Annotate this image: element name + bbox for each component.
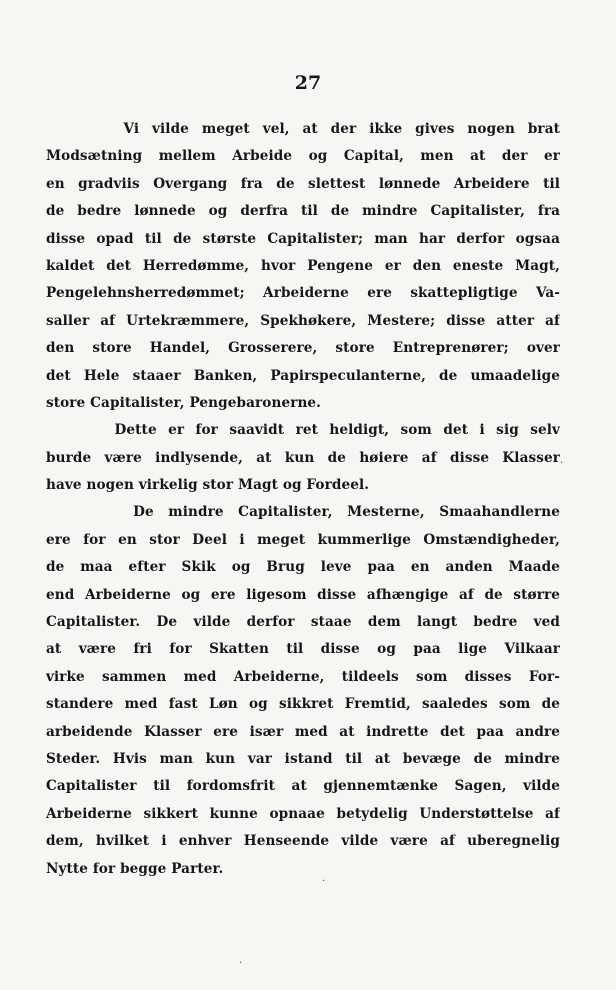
text-line: virke sammen med Arbeiderne, tildeels som disses For- xyxy=(46,668,560,685)
text-line: Capitalister. De vilde derfor staae dem langt bedre ved xyxy=(46,614,560,631)
speck-mark: · xyxy=(322,876,326,887)
text-line: disse opad til de største Capitalister; man har derfor ogsaa xyxy=(46,230,560,247)
text-line: en gradviis Overgang fra de slettest lønnede Arbeidere til xyxy=(46,175,560,192)
text-line: de maa efter Skik og Brug leve paa en anden Maade xyxy=(46,559,560,576)
text-line: end Arbeiderne og ere ligesom disse afhængige af de større xyxy=(46,586,560,603)
text-line: dem, hvilket i enhver Henseende vilde være af uberegnelig xyxy=(46,833,560,850)
speck-mark: · xyxy=(560,458,564,469)
text-line: Capitalister til fordomsfrit at gjennemtænke Sagen, vilde xyxy=(46,778,560,795)
text-line: det Hele staaer Banken, Papirspeculanterne, de umaadelige xyxy=(46,367,560,384)
body-text xyxy=(46,116,560,883)
text-line: de bedre lønnede og derfra til de mindre Capitalister, fra xyxy=(46,203,560,220)
text-line: Arbeiderne sikkert kunne opnaae betydelig Understøttelse af xyxy=(46,805,560,822)
text-line: burde være indlysende, at kun de høiere af disse Klasser xyxy=(46,449,560,466)
text-line: De mindre Capitalister, Mesterne, Smaahandlerne xyxy=(46,504,560,521)
text-line: saller af Urtekræmmere, Spekhøkere, Mestere; disse atter af xyxy=(46,312,560,329)
text-line: den store Handel, Grosserere, store Entreprenører; over xyxy=(46,340,560,357)
text-line: Dette er for saavidt ret heldigt, som det i sig selv xyxy=(46,422,560,439)
text-line: at være fri for Skatten til disse og paa lige Vilkaar xyxy=(46,641,560,658)
text-line: store Capitalister, Pengebaronerne. xyxy=(46,394,322,411)
text-line: Nytte for begge Parter. xyxy=(46,860,224,877)
text-line: ere for en stor Deel i meget kummerlige Omstændigheder, xyxy=(46,531,560,548)
text-line: Pengelehnsherredømmet; Arbeiderne ere skattepligtige Va- xyxy=(46,285,560,302)
text-line: Modsætning mellem Arbeide og Capital, men at der er xyxy=(46,148,560,165)
text-line: kaldet det Herredømme, hvor Pengene er den eneste Magt, xyxy=(46,257,560,274)
text-line: arbeidende Klasser ere især med at indrette det paa andre xyxy=(46,723,560,740)
text-line: standere med fast Løn og sikkret Fremtid, saaledes som de xyxy=(46,696,560,713)
page-number: 27 xyxy=(294,72,322,94)
text-line: Steder. Hvis man kun var istand til at bevæge de mindre xyxy=(46,750,560,767)
text-line: have nogen virkelig stor Magt og Fordeel. xyxy=(46,477,370,494)
text-line: Vi vilde meget vel, at der ikke gives nogen brat xyxy=(46,121,560,137)
speck-mark: · xyxy=(239,958,243,969)
